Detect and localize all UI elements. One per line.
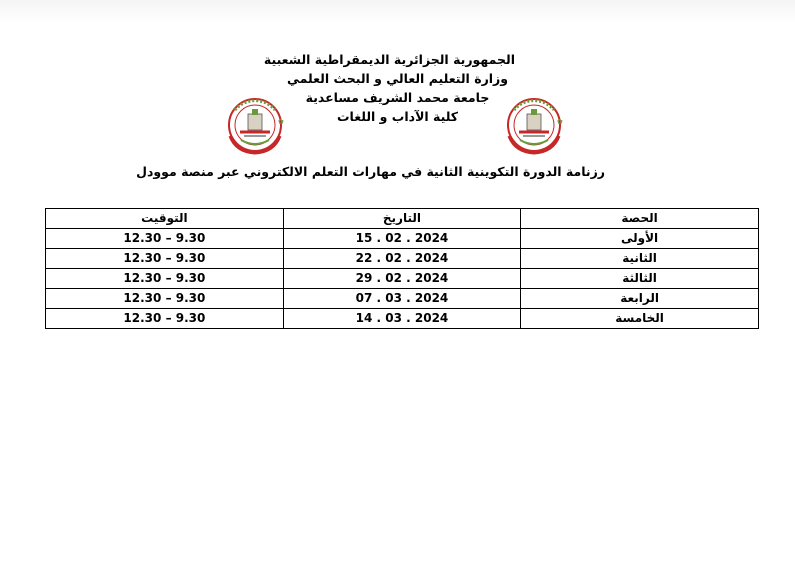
column-header-date: التاريخ	[283, 209, 520, 229]
time-cell: 9.30 – 12.30	[46, 249, 284, 269]
table-row	[46, 269, 759, 289]
time-cell: 9.30 – 12.30	[46, 289, 284, 309]
table-header-row	[46, 209, 759, 229]
table-row	[46, 229, 759, 249]
header-line-university: جامعة محمد الشريف مساعدية	[305, 90, 490, 105]
session-cell: الرابعة	[521, 289, 759, 309]
schedule-title: رزنامة الدورة التكوينية الثانية في مهارات التعلم الالكتروني عبر منصة موودل	[136, 164, 605, 179]
table-row	[46, 309, 759, 329]
session-cell: الخامسة	[521, 309, 759, 329]
session-cell: الثانية	[521, 249, 759, 269]
date-cell: 2024 . 02 . 22	[283, 249, 520, 269]
university-emblem-icon	[226, 96, 284, 156]
table-row	[46, 249, 759, 269]
header-line-ministry: وزارة التعليم العالي و البحث العلمي	[286, 71, 509, 86]
time-cell: 9.30 – 12.30	[46, 309, 284, 329]
column-header-session: الحصة	[521, 209, 759, 229]
session-cell: الثالثة	[521, 269, 759, 289]
table-row	[46, 289, 759, 309]
date-cell: 2024 . 02 . 15	[283, 229, 520, 249]
header-line-faculty: كلية الآداب و اللغات	[336, 109, 459, 124]
svg-text:✿: ✿	[278, 118, 284, 126]
column-header-time: التوقيت	[46, 209, 284, 229]
schedule-table	[45, 208, 759, 329]
time-cell: 9.30 – 12.30	[46, 229, 284, 249]
university-emblem-icon	[505, 96, 563, 156]
svg-text:✿: ✿	[557, 118, 563, 126]
session-cell: الأولى	[521, 229, 759, 249]
date-cell: 2024 . 03 . 14	[283, 309, 520, 329]
institution-header	[263, 50, 515, 126]
time-cell: 9.30 – 12.30	[46, 269, 284, 289]
viewer-top-bar	[0, 0, 795, 22]
date-cell: 2024 . 03 . 07	[283, 289, 520, 309]
date-cell: 2024 . 02 . 29	[283, 269, 520, 289]
header-line-republic: الجمهورية الجزائرية الديمقراطية الشعبية	[263, 52, 515, 67]
